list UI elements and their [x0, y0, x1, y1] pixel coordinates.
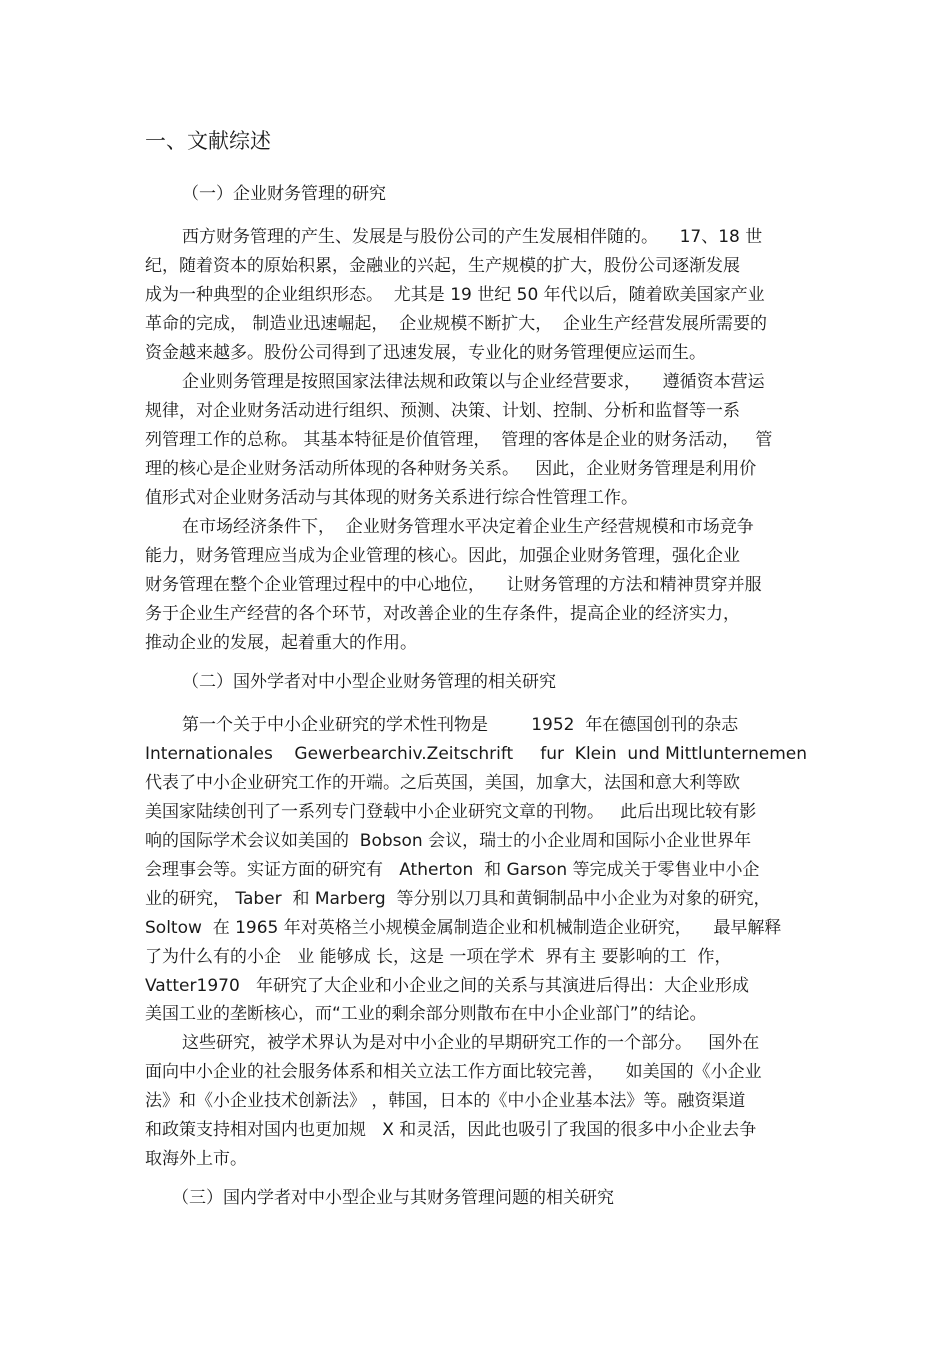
text-line: 西方财务管理的产生、发展是与股份公司的产生发展相伴随的。 17、18 世 [182, 227, 763, 247]
text-line: 美国家陆续创刊了一系列专门登载中小企业研究文章的刊物。 此后出现比较有影 [145, 802, 757, 822]
text-line: 成为一种典型的企业组织形态。 尤其是 19 世纪 50 年代以后，随着欧美国家产业 [145, 285, 765, 305]
text-line: 这些研究，被学术界认为是对中小企业的早期研究工作的一个部分。 国外在 [182, 1033, 760, 1053]
section-1-title: （一）企业财务管理的研究 [182, 184, 386, 204]
text-line: 响的国际学术会议如美国的 Bobson 会议，瑞士的小企业周和国际小企业世界年 [145, 831, 752, 851]
text-line: 能力，财务管理应当成为企业管理的核心。因此，加强企业财务管理，强化企业 [145, 546, 740, 566]
text-line: 规律，对企业财务活动进行组织、预测、决策、计划、控制、分析和监督等一系 [145, 401, 740, 421]
text-line: 纪，随着资本的原始积累，金融业的兴起，生产规模的扩大，股份公司逐渐发展 [145, 256, 740, 276]
section-3-title: （三）国内学者对中小型企业与其财务管理问题的相关研究 [172, 1188, 614, 1208]
text-line: 推动企业的发展，起着重大的作用。 [145, 633, 417, 653]
text-line: 在市场经济条件下， 企业财务管理水平决定着企业生产经营规模和市场竞争 [182, 517, 754, 537]
text-line: 了为什么有的小企 业 能够成 长，这是 一项在学术 界有主 要影响的工 作， [145, 947, 732, 967]
text-line: Internationales Gewerbearchiv.Zeitschrift fur Klein und Mittlunternemen [145, 744, 808, 764]
text-line: 业的研究， Taber 和 Marberg 等分别以刀具和黄铜制品中小企业为对象的研究， [145, 889, 771, 909]
document-heading: 一、文献综述 [145, 129, 271, 153]
text-line: 会理事会等。实证方面的研究有 Atherton 和 Garson 等完成关于零售业中小企 [145, 860, 760, 880]
text-line: 资金越来越多。股份公司得到了迅速发展，专业化的财务管理便应运而生。 [145, 343, 706, 363]
text-line: 务于企业生产经营的各个环节，对改善企业的生存条件，提高企业的经济实力， [145, 604, 740, 624]
section-2-title: （二）国外学者对中小型企业财务管理的相关研究 [182, 672, 556, 692]
text-line: 代表了中小企业研究工作的开端。之后英国，美国，加拿大，法国和意大利等欧 [145, 773, 740, 793]
text-line: 美国工业的垄断核心，而“工业的剩余部分则散布在中小企业部门”的结论。 [145, 1004, 707, 1024]
text-line: 财务管理在整个企业管理过程中的中心地位， 让财务管理的方法和精神贯穿并服 [145, 575, 762, 595]
text-line: 法》和《小企业技术创新法》 ，韩国，日本的《中小企业基本法》等。融资渠道 [145, 1091, 746, 1111]
text-line: 革命的完成， 制造业迅速崛起， 企业规模不断扩大， 企业生产经营发展所需要的 [145, 314, 768, 334]
text-line: 理的核心是企业财务活动所体现的各种财务关系。 因此，企业财务管理是利用价 [145, 459, 757, 479]
text-line: 第一个关于中小企业研究的学术性刊物是 1952 年在德国创刊的杂志 [182, 715, 739, 735]
text-line: Soltow 在 1965 年对英格兰小规模金属制造企业和机械制造企业研究， 最早解释 [145, 918, 782, 938]
text-line: Vatter1970 年研究了大企业和小企业之间的关系与其演进后得出：大企业形成 [145, 976, 749, 996]
text-line: 取海外上市。 [145, 1149, 247, 1169]
text-line: 面向中小企业的社会服务体系和相关立法工作方面比较完善， 如美国的《小企业 [145, 1062, 762, 1082]
text-line: 列管理工作的总称。 其基本特征是价值管理， 管理的客体是企业的财务活动， 管 [145, 430, 773, 450]
text-line: 企业则务管理是按照国家法律法规和政策以与企业经营要求， 遵循资本营运 [182, 372, 765, 392]
text-line: 和政策支持相对国内也更加规 X 和灵活，因此也吸引了我国的很多中小企业去争 [145, 1120, 757, 1140]
text-line: 值形式对企业财务活动与其体现的财务关系进行综合性管理工作。 [145, 488, 638, 508]
